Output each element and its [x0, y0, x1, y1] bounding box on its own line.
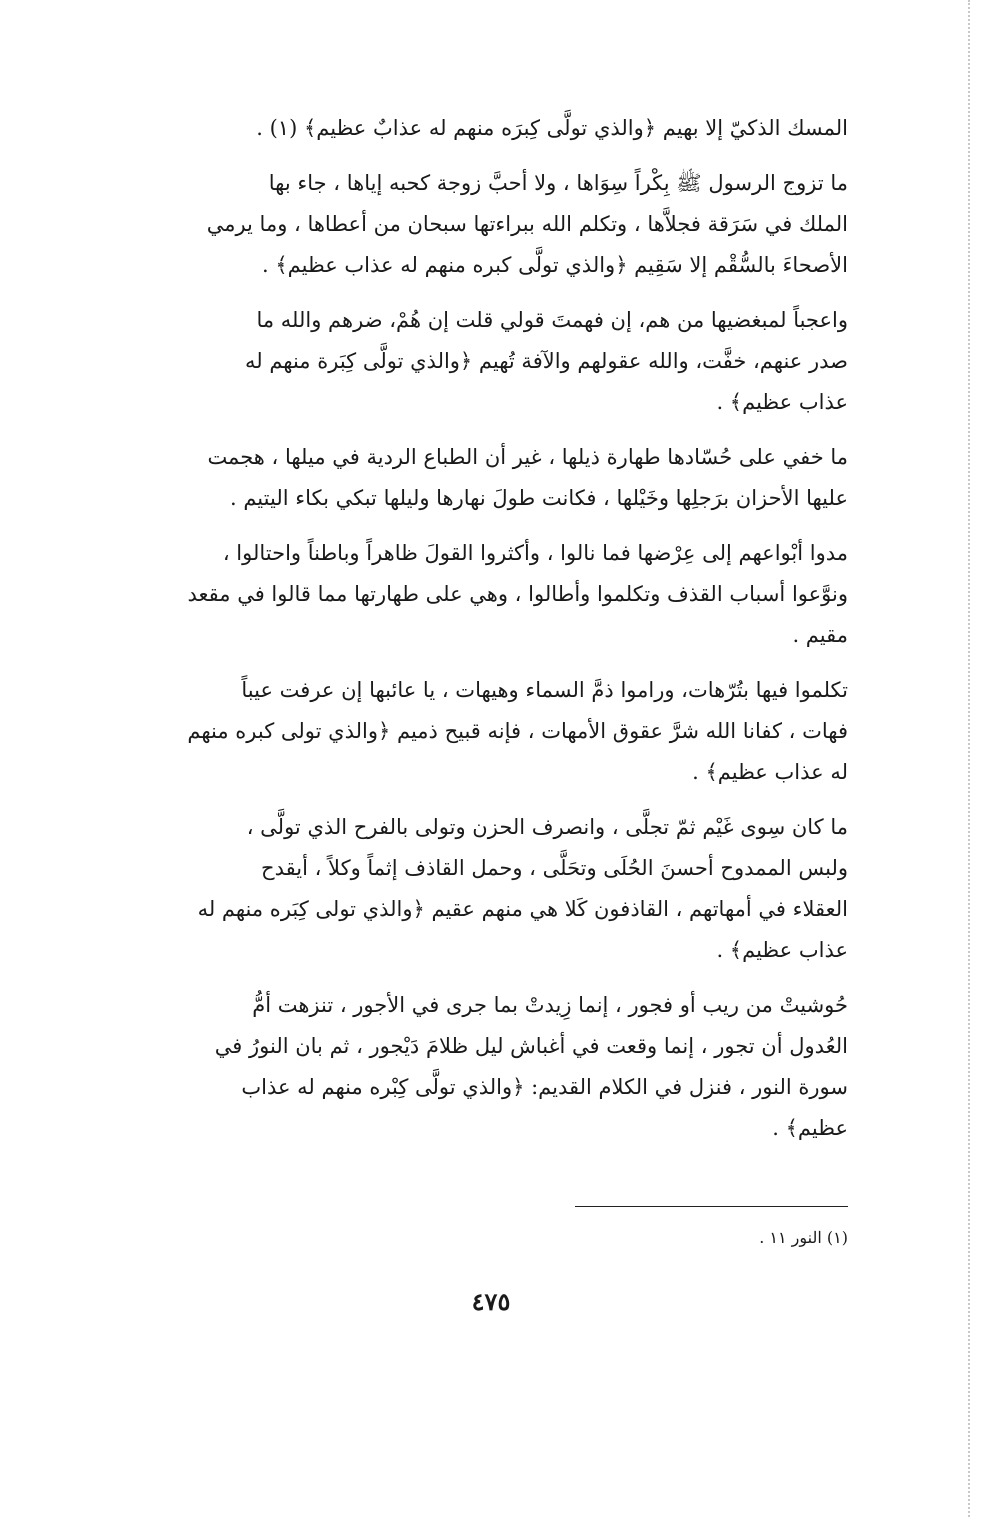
page-number: ٤٧٥	[471, 1287, 511, 1316]
text-line: عذاب عظيم﴾ .	[716, 390, 848, 414]
text-line: الأصحاءَ بالسُّقْم إلا سَقِيم ﴿والذي تولَّى كبره منهم له عذاب عظيم﴾ .	[262, 253, 848, 277]
text-line: ما كان سِوى غَيْم ثمّ تجلَّى ، وانصرف الحزن وتولى بالفرح الذي تولَّى ،	[246, 815, 848, 839]
paragraph	[148, 807, 848, 971]
paragraph	[148, 670, 848, 793]
paragraph	[148, 985, 848, 1149]
text-line: ونوَّعوا أسباب القذف وتكلموا وأطالوا ، وهي على طهارتها مما قالوا في مقعد	[187, 582, 848, 606]
text-line: له عذاب عظيم﴾ .	[692, 760, 848, 784]
text-line: الملك في سَرَقة فجلاَّها ، وتكلم الله ببراءتها سبحان من أعطاها ، وما يرمي	[206, 212, 848, 236]
text-line: عظيم﴾ .	[772, 1116, 848, 1140]
text-line: صدر عنهم، خفَّت، والله عقولهم والآفة تُهيم ﴿والذي تولَّى كِبَرة منهم له	[244, 349, 848, 373]
text-line: مقيم .	[792, 623, 848, 647]
footnote-separator	[575, 1206, 848, 1207]
main-text	[148, 108, 848, 1163]
text-line: واعجباً لمبغضيها من هم، إن فهمتَ قولي قلت إن هُمْ، ضرهم والله ما	[256, 308, 848, 332]
text-line: عليها الأحزان برَجلِها وخَيْلها ، فكانت طولَ نهارها وليلها تبكي بكاء اليتيم .	[229, 486, 848, 510]
text-line: مدوا أبْواعهم إلى عِرْضها فما نالوا ، وأكثروا القولَ ظاهراً وباطناً واحتالوا ،	[222, 541, 848, 565]
text-line: العُدول أن تجور ، إنما وقعت في أغباش ليل ظلامَ دَيْجور ، ثم بان النورُ في	[214, 1034, 848, 1058]
text-line: تكلموا فيها بتُرّهات، وراموا ذمَّ السماء وهيهات ، يا عائبها إن عرفت عيباً	[241, 678, 848, 702]
text-line: سورة النور ، فنزل في الكلام القديم: ﴿والذي تولَّى كِبْره منهم له عذاب	[241, 1075, 848, 1099]
footnote: (١) النور ١١ .	[759, 1228, 848, 1247]
paragraph	[148, 108, 848, 149]
paragraph	[148, 533, 848, 656]
text-line: ما تزوج الرسول ﷺ بِكْراً سِوَاها ، ولا أحبَّ زوجة كحبه إياها ، جاء بها	[268, 171, 848, 195]
page-edge-dotted-line	[968, 0, 970, 1517]
paragraph	[148, 300, 848, 423]
text-line: ولبس الممدوح أحسنَ الحُلَى وتحَلَّى ، وحمل القاذف إثماً وكلاً ، أيقدح	[261, 856, 848, 880]
text-line: حُوشيتْ من ريب أو فجور ، إنما زِيدتْ بما جرى في الأجور ، تنزهت أمُّ	[252, 993, 848, 1017]
text-line: فهات ، كفانا الله شرَّ عقوق الأمهات ، فإنه قبيح ذميم ﴿والذي تولى كبره منهم	[187, 719, 848, 743]
paragraph	[148, 163, 848, 286]
text-line: عذاب عظيم﴾ .	[716, 938, 848, 962]
text-line: ما خفي على حُسّادها طهارة ذيلها ، غير أن الطباع الردية في ميلها ، هجمت	[207, 445, 848, 469]
paragraph	[148, 437, 848, 519]
text-line: المسك الذكيّ إلا بهيم ﴿والذي تولَّى كِبرَه منهم له عذابٌ عظيم﴾ (١) .	[256, 116, 848, 140]
text-line: العقلاء في أمهاتهم ، القاذفون كَلا هي منهم عقيم ﴿والذي تولى كِبَره منهم له	[197, 897, 848, 921]
